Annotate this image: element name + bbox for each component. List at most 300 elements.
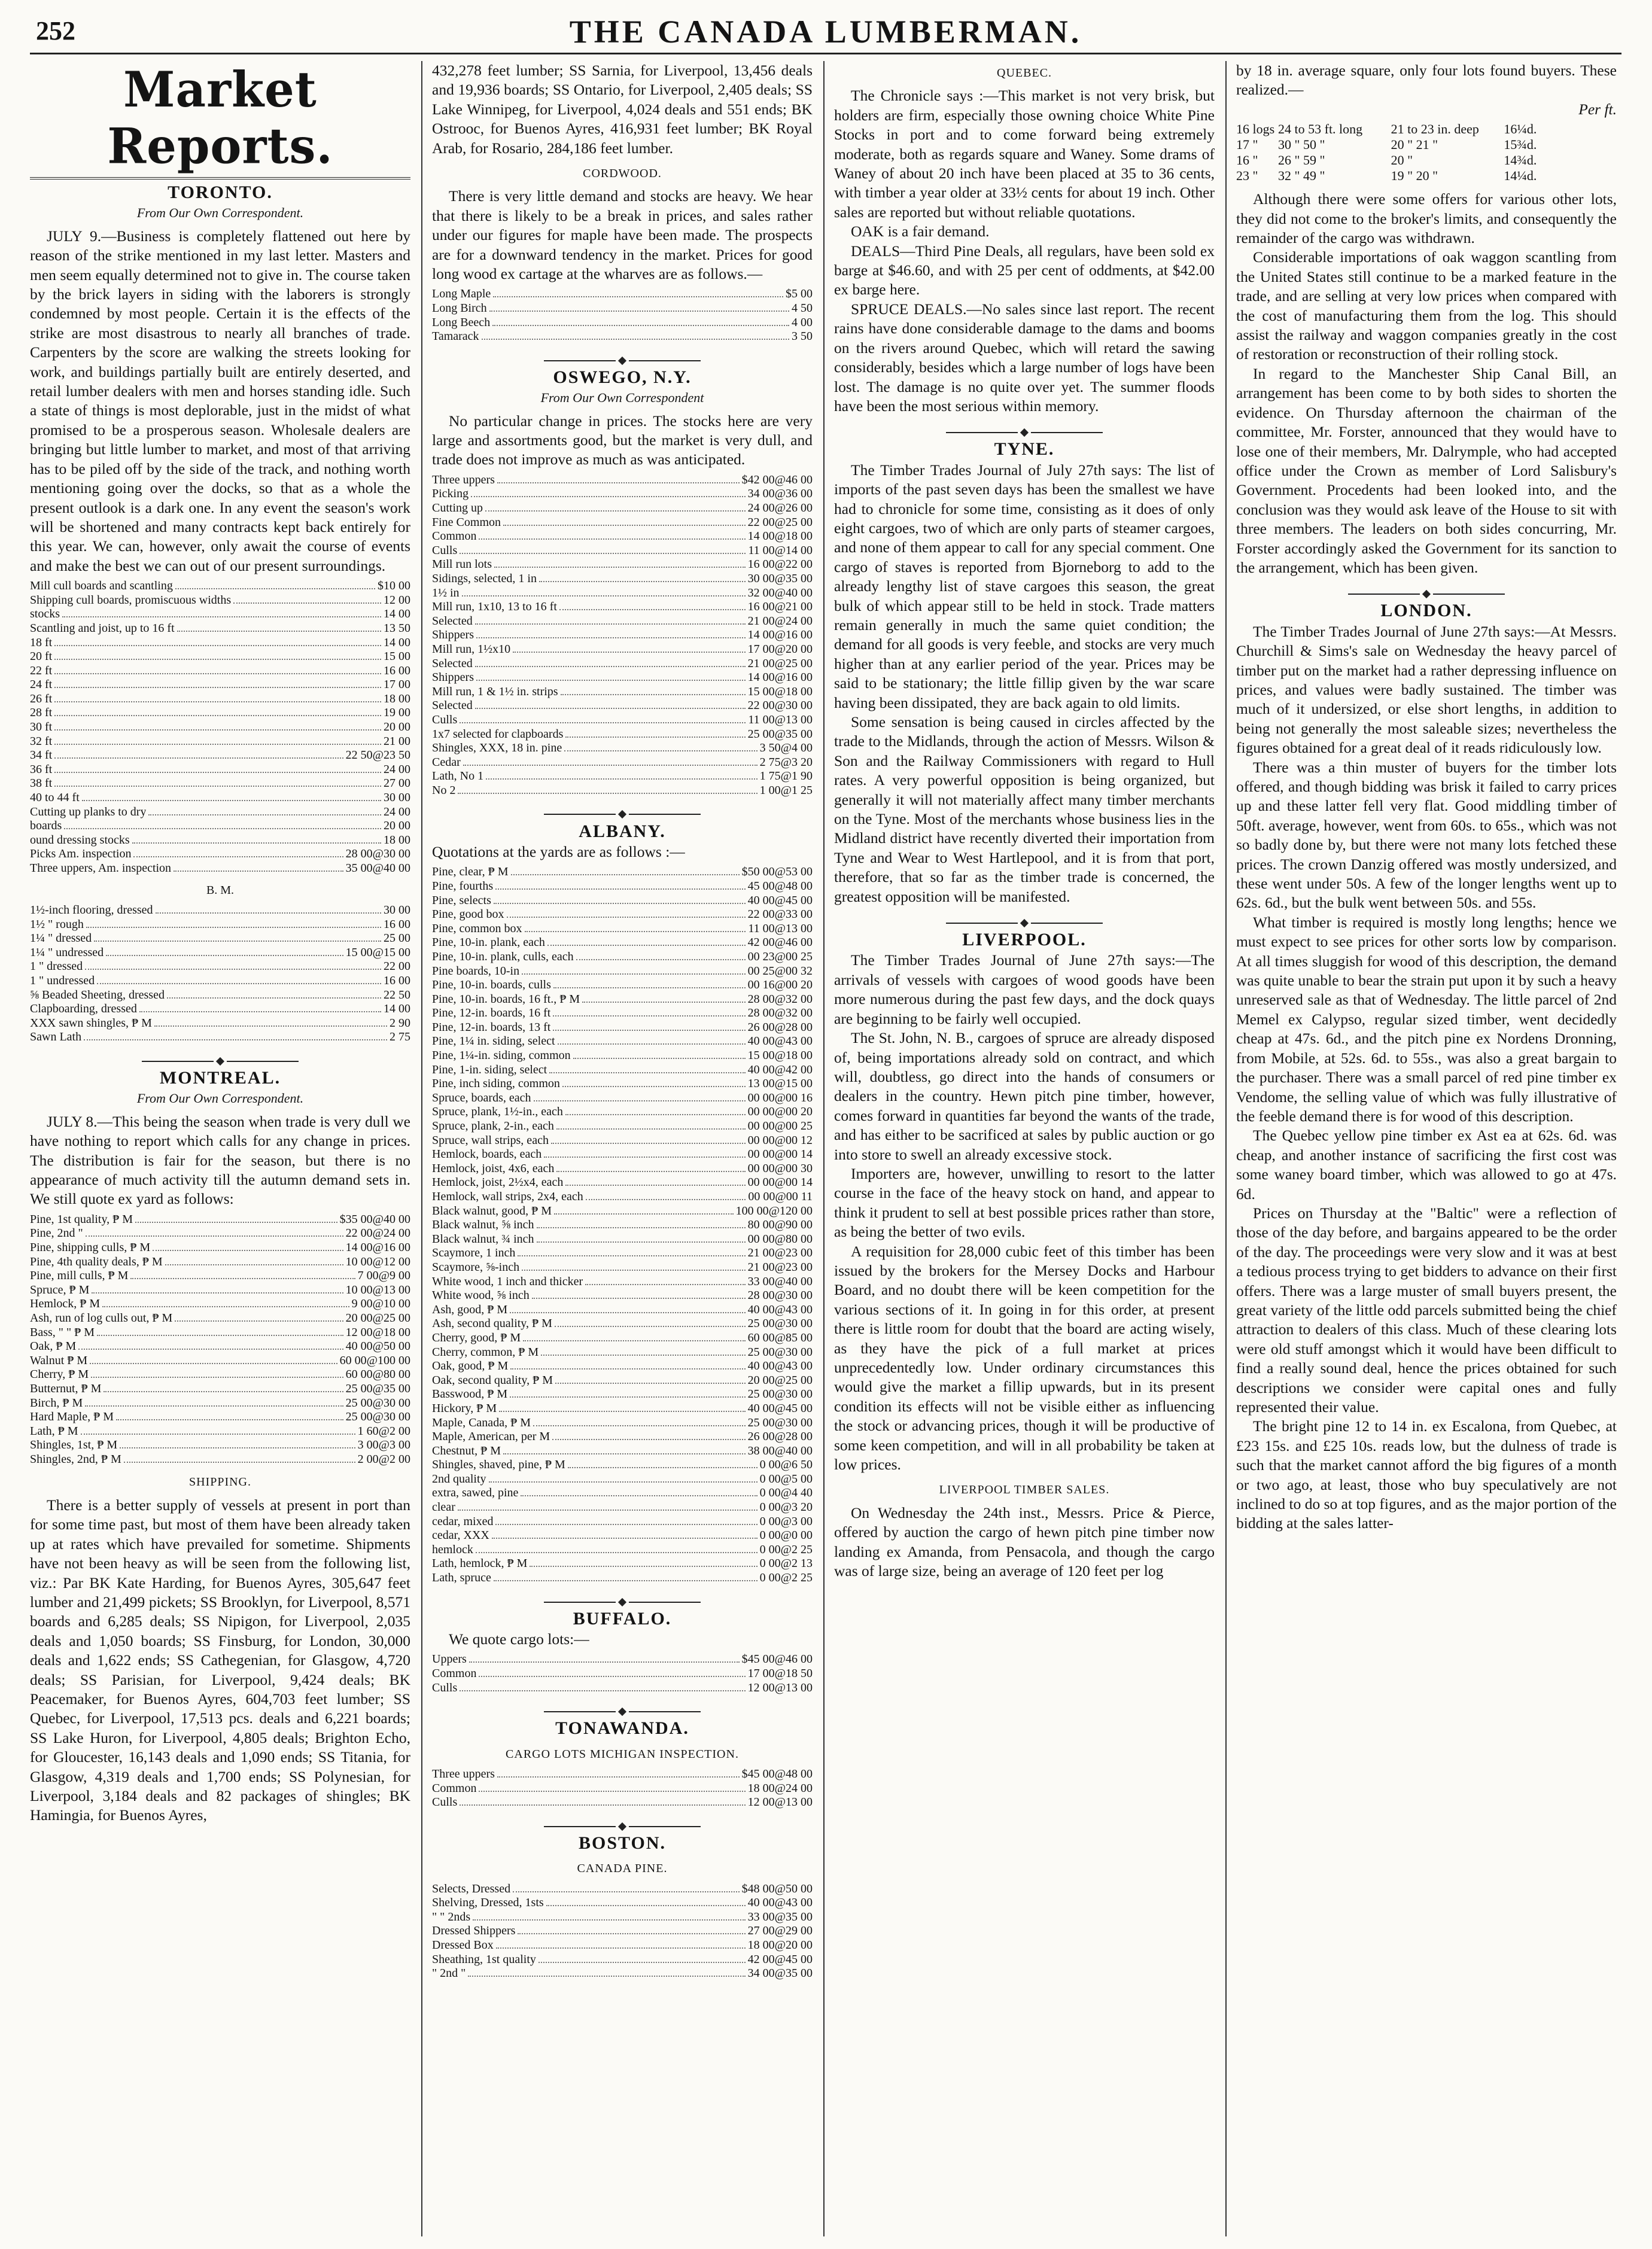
dot-leader (54, 735, 381, 745)
price-item: 18 ft (30, 635, 53, 649)
dot-leader (104, 1383, 343, 1392)
price-row (432, 894, 813, 908)
price-row (30, 1017, 410, 1031)
dot-leader (475, 699, 746, 709)
price-item: 1 " dressed (30, 960, 83, 973)
price-item: Tamarack (432, 330, 479, 343)
dot-leader (485, 502, 746, 512)
article-body: DEALS—Third Pine Deals, all regulars, have been sold ex barge at $46.60, and with 25 per cent of oddments, at $42.00 ex barge here. (834, 242, 1215, 299)
price-value: $45 00@48 00 (741, 1767, 813, 1781)
price-item: Pine, 4th quality deals, ₱ M (30, 1255, 163, 1268)
price-value: 12 00@13 00 (747, 1681, 813, 1694)
price-value: 15 00@15 00 (345, 945, 410, 959)
dot-leader (476, 629, 746, 638)
dot-leader (82, 792, 381, 801)
dot-leader (54, 678, 381, 688)
price-value: 11 00@13 00 (748, 713, 813, 726)
price-item: Three uppers (432, 1767, 495, 1781)
dot-leader (539, 573, 746, 582)
price-row (30, 791, 410, 805)
price-row (432, 516, 813, 530)
dot-leader (513, 643, 745, 653)
ornament-rule (432, 354, 813, 366)
article-body: We quote cargo lots:— (449, 1630, 589, 1648)
price-value: 00 00@00 16 (747, 1091, 813, 1104)
price-item: Hemlock, joist, 2½x4, each (432, 1176, 564, 1189)
price-row (432, 1246, 813, 1261)
price-item: Three uppers (432, 473, 495, 486)
price-row (30, 1368, 410, 1382)
price-item: Pine, good box (432, 908, 504, 921)
price-row (432, 628, 813, 643)
price-item: Clapboarding, dressed (30, 1002, 137, 1016)
price-row (30, 678, 410, 692)
price-item: 38 ft (30, 777, 53, 790)
price-row (432, 1176, 813, 1190)
price-row (432, 993, 813, 1007)
price-row (432, 529, 813, 544)
price-row (30, 1382, 410, 1396)
column-1 (30, 61, 410, 2236)
price-row (30, 1255, 410, 1270)
price-item: Dressed Box (432, 1938, 494, 1952)
price-row (30, 777, 410, 791)
price-row (30, 819, 410, 833)
price-item: Selects, Dressed (432, 1882, 511, 1895)
price-value: 21 00@24 00 (747, 614, 813, 628)
dot-leader (54, 637, 381, 646)
dot-leader (64, 820, 381, 829)
price-value: 25 00@30 00 (747, 1317, 813, 1331)
price-value: 2 75@3 20 (759, 755, 813, 769)
price-value: 18 00@24 00 (747, 1781, 813, 1795)
price-item: extra, sawed, pine (432, 1486, 519, 1500)
price-value: 32 00@40 00 (747, 586, 813, 599)
price-value: 20 00 (384, 819, 410, 833)
price-value: 22 00 (384, 960, 410, 973)
dot-leader (523, 1332, 745, 1341)
price-row (30, 1213, 410, 1227)
dot-leader (510, 1388, 745, 1398)
price-item: White wood, ⅝ inch (432, 1289, 530, 1302)
subheading-liverpool-timber-sales: LIVERPOOL TIMBER SALES. (939, 1483, 1110, 1497)
price-item: 1¼ " undressed (30, 945, 104, 959)
price-row (432, 1515, 813, 1529)
price-value: $50 00@53 00 (741, 865, 813, 879)
price-value: 80 00@90 00 (747, 1218, 813, 1232)
price-value: 60 00@85 00 (747, 1331, 813, 1344)
price-item: 32 ft (30, 734, 53, 748)
price-row (30, 720, 410, 735)
price-value: 21 00@23 00 (747, 1260, 813, 1274)
byline: From Our Own Correspondent. (136, 1091, 304, 1106)
article-body: There is very little demand and stocks are heavy. We hear that there is likely to be a break in prices, and sales rather under our figures for maple have been made. The prospects are for a downward tendency in the market. Prices for good long wood ex cartage at the wharves are as follows.— (432, 187, 813, 283)
price-row (432, 501, 813, 516)
price-item: Three uppers, Am. inspection (30, 862, 172, 875)
price-value: 0 00@3 20 (759, 1501, 813, 1514)
dot-leader (530, 1557, 757, 1567)
dot-leader (90, 1355, 337, 1364)
dot-leader (54, 763, 381, 773)
price-value: 1 75@1 90 (759, 769, 813, 783)
price-row (432, 1924, 813, 1938)
dot-leader (499, 1402, 745, 1412)
price-value: 00 00@80 00 (747, 1232, 813, 1246)
price-value: 2 00@2 00 (357, 1452, 410, 1466)
price-row (432, 769, 813, 784)
masthead-market-reports: Market Reports. (107, 61, 333, 175)
price-row (30, 607, 410, 622)
price-item: Mill run, 1½x10 (432, 643, 511, 656)
ornament-rule (834, 425, 1215, 437)
article-body: In regard to the Manchester Ship Canal Bill, an arrangement has been come to by both sides to shorten the evidence. On Thursday afternoon the chairman of the committee, Mr. Forster, announced that they would have to lose one of their members, Mr. Dalrymple, who had accepted office under the Crown as member of Lord Salisbury's Government. Procedents had been looked into, and the conclusion was they would ask leave of the House to sit with three members. The leaders on both sides concurring, Mr. Forster accordingly asked the Government for its sanction to the arrangement, which has been given. (1236, 364, 1617, 576)
dot-leader (84, 1031, 387, 1040)
dot-leader (460, 544, 746, 554)
price-value: 24 00 (384, 762, 410, 776)
price-value: 20 00 (384, 720, 410, 734)
dot-leader (510, 1360, 745, 1370)
price-item: 40 to 44 ft (30, 791, 80, 805)
dot-leader (518, 1247, 745, 1256)
price-row (432, 1938, 813, 1953)
article-body: No particular change in prices. The stocks here are very large and assortments good, but the market is very dull, and trade does not improve as much as was anticipated. (432, 412, 813, 468)
price-value: 30 00 (384, 903, 410, 917)
price-row (432, 922, 813, 936)
price-item: Mill run, 1 & 1½ in. strips (432, 684, 558, 698)
price-value: 60 00@80 00 (345, 1368, 410, 1381)
price-row (432, 586, 813, 601)
price-value: 30 00@35 00 (747, 572, 813, 586)
dot-leader (562, 1078, 746, 1087)
price-value: 40 00@45 00 (747, 893, 813, 907)
price-item: Oak, second quality, ₱ M (432, 1373, 553, 1387)
price-item: Pine, inch siding, common (432, 1077, 560, 1091)
dot-leader (522, 965, 745, 975)
price-value: $5 00 (786, 287, 813, 301)
price-row (432, 1346, 813, 1360)
price-item: Mill run lots (432, 558, 492, 571)
dot-leader (497, 474, 740, 483)
price-value: 14 00 (384, 635, 410, 649)
price-table-albany (432, 865, 813, 1585)
price-value: 00 00@00 11 (748, 1190, 813, 1203)
price-item: Birch, ₱ M (30, 1396, 83, 1410)
price-item: Pine, 10-in. plank, each (432, 936, 545, 949)
price-row (432, 908, 813, 922)
article-body: SPRUCE DEALS.—No sales since last report. The recent rains have done considerable damage to the dams and booms on the rivers around Quebec, which will retard the sawing considerably, besides which a large number of logs have been lost. The damage is no quite over yet. The summer floods have been the most serious within memory. (834, 300, 1215, 415)
price-item: ound dressing stocks (30, 833, 130, 847)
dot-leader (558, 1035, 746, 1045)
price-item: 1x7 selected for clapboards (432, 727, 564, 741)
price-item: 36 ft (30, 762, 53, 776)
article-body: A requisition for 28,000 cubic feet of this timber has been issued by the brokers for the Mersey Docks and Harbour Board, and no doubt there will be keen competition for the various sections of it. In going in for this order, at present there is little room for doubt that the board are acting wisely, as they have the pick of a full market at prices unprecedentedly low. Under ordinary circumstances this would give the market a fillip upwards, but in its present condition its effects will not be visible either as influencing the stock or advancing prices, though it will be productive of some keen competition, and will in all probability be taken at low prices. (834, 1242, 1215, 1474)
article-body: The Timber Trades Journal of July 27th says: The list of imports of the past seven days has been the smallest we have had to chronicle for some time, consisting as it does of only eight cargoes, two of which are only parts of steamer cargoes, and none of them appear to call for any special comment. One cargo of staves is reported from Bjorneborg to add to the already lengthy list of stave cargoes this season, the great bulk of which appear still to be held in stock. Trade matters remain generally in much the same quiet condition; the demand for all goods is very feeble, and stocks are very much higher than at any earlier period of the year. Prices may be said to be stationary; the little fillip given by the war scare having been dissipated, they are back again to old limits. (834, 461, 1215, 711)
price-value: 20 00@25 00 (747, 1373, 813, 1387)
dot-leader (148, 806, 381, 815)
article-body: The Chronicle says :—This market is not very brisk, but holders are firm, especially those owning choice White Pine Stocks in port and to come forward being extremely moderate, both as regards square and Waney. Some drams of Waney of about 20 inch have been placed at 35 to 36 cents, with timber a year older at 33½ cents for about 19 inch. Other sales are reported but without reliable quotations. (834, 87, 1215, 221)
price-item: Pine, selects (432, 893, 491, 907)
dot-leader (175, 580, 375, 589)
log-sales-table (1236, 121, 1617, 184)
column-rule (1225, 61, 1227, 2236)
price-value: 18 00 (384, 833, 410, 847)
price-value: $48 00@50 00 (741, 1882, 813, 1895)
price-row (432, 1049, 813, 1063)
price-table-boston (432, 1882, 813, 1981)
dot-leader (556, 1120, 746, 1130)
price-row (432, 558, 813, 572)
price-value: 12 00@13 00 (747, 1795, 813, 1809)
price-row (30, 1438, 410, 1453)
price-item: No 2 (432, 783, 456, 797)
dot-leader (494, 1572, 757, 1581)
price-row (432, 1571, 813, 1585)
price-value: 25 00@35 00 (747, 727, 813, 741)
dot-leader (539, 1953, 746, 1963)
price-item: Shingles, 2nd, ₱ M (30, 1452, 121, 1466)
price-value: 2 90 (390, 1016, 410, 1030)
dot-leader (564, 742, 757, 751)
price-item: Pine, 10-in. plank, culls, each (432, 949, 574, 963)
dot-leader (553, 979, 746, 988)
price-row (432, 1119, 813, 1134)
section-heading-liverpool: LIVERPOOL. (962, 930, 1087, 950)
price-item: 22 ft (30, 664, 53, 677)
price-row (432, 614, 813, 629)
price-value: 33 00@40 00 (747, 1274, 813, 1288)
price-row (432, 1557, 813, 1571)
dot-leader (494, 558, 746, 568)
price-value: 00 16@00 20 (747, 978, 813, 992)
price-item: Shingles, shaved, pine, ₱ M (432, 1458, 565, 1472)
ornament-rule (834, 916, 1215, 928)
dot-leader (576, 951, 746, 960)
price-item: 1½ in (432, 586, 460, 599)
price-row (432, 1795, 813, 1810)
journal-title: THE CANADA LUMBERMAN. (569, 14, 1082, 50)
article-body: by 18 in. average square, only four lots found buyers. These realized.— (1236, 62, 1617, 99)
price-value: 1 60@2 00 (357, 1424, 410, 1438)
subheading-shipping: SHIPPING. (188, 1475, 252, 1489)
price-row (432, 1767, 813, 1782)
price-value: 22 00@24 00 (345, 1227, 410, 1240)
dot-leader (559, 601, 746, 610)
price-item: Oak, good, ₱ M (432, 1359, 509, 1373)
dot-leader (469, 1653, 740, 1663)
price-value: 0 00@0 00 (759, 1529, 813, 1542)
price-item: " " 2nds (432, 1910, 471, 1924)
price-row (30, 1030, 410, 1045)
article-body: JULY 9.—Business is completely flattened out here by reason of the strike mentioned in my last letter. Masters and men seem equally determined not to give in. The course taken by the brick layers in siding with the laborers is strongly condemned by most people. Certain it is the effects of the strike are most disastrous to nearly all branches of trade. Carpenters by the score are walking the streets looking for work, and buildings partially built are entirely deserted, and retail lumber dealers with men and horses standing idle. Such a state of things is most deplorable, just in the midst of what promised to be a prosperous season. Wholesale dealers are bringing but little lumber to market, and most of that arriving has to be piled off by the side of the track, and nothing worth mentioning going over the docks, so that as a whole the present outlook is a dark one. In any event the season's work will be shortened and many contracts kept back entirely for this year. We can, however, only await the course of events and make the best we can out of our present surroundings. (30, 227, 410, 574)
price-value: 0 00@4 40 (759, 1486, 813, 1500)
dot-leader (167, 989, 381, 999)
article-body: Although there were some offers for various other lots, they did not come to the broker's limits, and consequently the remainder of the cargo was withdrawn. (1236, 190, 1617, 247)
price-row (30, 579, 410, 594)
dot-leader (120, 1439, 355, 1448)
dot-leader (124, 1453, 355, 1463)
price-row (30, 1410, 410, 1425)
price-value: 40 00@43 00 (747, 1302, 813, 1316)
price-item: 34 ft (30, 748, 53, 762)
price-row (432, 1543, 813, 1557)
price-item: Dressed Shippers (432, 1924, 516, 1938)
dot-leader (518, 1925, 745, 1934)
price-item: Long Maple (432, 287, 491, 301)
table-row: 17 " 30 " 50 " 20 " 21 " 15¾d. (1236, 137, 1537, 153)
page-number: 252 (36, 16, 75, 45)
price-value: 00 25@00 32 (747, 964, 813, 978)
price-item: Pine, 10-in. boards, culls (432, 978, 551, 992)
price-row (432, 1430, 813, 1444)
price-item: Basswood, ₱ M (432, 1387, 508, 1401)
article-body: On Wednesday the 24th inst., Messrs. Price & Pierce, offered by auction the cargo of hewn pitch pine timber now landing ex Amanda, from Pensacola, and though the cargo was of large size, being an average of 120 feet per log (834, 1504, 1215, 1580)
price-item: Shelving, Dressed, 1sts (432, 1896, 544, 1910)
dot-leader (565, 1106, 746, 1115)
dot-leader (582, 993, 745, 1003)
price-item: Hemlock, wall strips, 2x4, each (432, 1190, 583, 1203)
price-row (432, 1148, 813, 1162)
price-item: cedar, mixed (432, 1514, 494, 1528)
price-row (432, 600, 813, 614)
price-value: 0 00@2 25 (759, 1571, 813, 1585)
column-2 (432, 61, 813, 2236)
price-value: 11 00@14 00 (748, 543, 813, 557)
price-value: 14 00@16 00 (747, 628, 813, 642)
dot-leader (493, 288, 783, 297)
dot-leader (458, 1501, 757, 1511)
price-value: 17 00 (384, 678, 410, 692)
dot-leader (462, 587, 746, 597)
price-value: 9 00@10 00 (351, 1297, 410, 1311)
table-caption-bm: B. M. (206, 883, 235, 897)
price-row (432, 1091, 813, 1106)
price-row (432, 1402, 813, 1416)
price-value: 2 75 (390, 1030, 410, 1044)
price-item: Common (432, 1667, 477, 1681)
dot-leader (154, 1017, 387, 1027)
dot-leader (92, 1284, 343, 1294)
price-row (30, 664, 410, 678)
price-item: Spruce, ₱ M (30, 1283, 90, 1297)
price-value: 42 00@46 00 (747, 936, 813, 949)
dot-leader (54, 665, 381, 674)
price-row (432, 287, 813, 302)
price-row (30, 622, 410, 636)
price-item: Mill run, 1x10, 13 to 16 ft (432, 600, 557, 614)
price-value: 22 00@25 00 (747, 515, 813, 529)
price-value: 35 00@40 00 (345, 862, 410, 875)
price-row (30, 594, 410, 608)
section-heading-montreal: MONTREAL. (159, 1067, 281, 1088)
price-row (30, 1241, 410, 1255)
newspaper-page (30, 12, 1621, 2238)
dot-leader (133, 848, 343, 857)
article-body: 432,278 feet lumber; SS Sarnia, for Liverpool, 13,456 deals and 19,936 boards; SS Ontario, for Liverpool, 2,405 deals; SS Lake Winnipeg, for Liverpool, 4,024 deals and 551 ends; BK Ostrooc, for Buenos Ayres, 416,931 feet lumber; BK Royal Arab, for Rosario, 284,186 feet lumber. (432, 62, 813, 157)
price-item: Ash, run of log culls out, ₱ M (30, 1311, 173, 1325)
price-item: 30 ft (30, 720, 53, 734)
price-table-cordwood (432, 287, 813, 343)
article-body: Some sensation is being caused in circles affected by the trade to the Midlands, through the action of Messrs. Wilson & Son and the Railway Commissioners with regard to Hull rates. A very powerful opposition is being organized, but generally it will not materially affect many timber merchants on the Tyne. Most of the merchants whose business lies in the Midland district have recently diverted their importation from Tyne and Wear to West Hartlepool, and it is from that port, therefore, that so far as the timber trade is concerned, the greatest opposition will be manifested. (834, 713, 1215, 905)
price-value: 27 00@29 00 (747, 1924, 813, 1938)
dot-leader (102, 1298, 349, 1307)
price-value: $10 00 (378, 579, 410, 593)
price-item: Lath, No 1 (432, 769, 484, 783)
price-row (432, 1501, 813, 1515)
ornament-rule (30, 1054, 410, 1066)
dot-leader (495, 1515, 757, 1525)
price-row (432, 302, 813, 316)
price-value: 16 00 (384, 973, 410, 987)
dot-leader (175, 1312, 343, 1322)
price-value: 15 00@18 00 (747, 1049, 813, 1063)
dot-leader (91, 1368, 343, 1378)
dot-leader (130, 1270, 355, 1279)
price-item: Cherry, ₱ M (30, 1368, 89, 1381)
price-value: 15 00@18 00 (747, 684, 813, 698)
price-value: 30 00 (384, 791, 410, 805)
price-row (432, 1190, 813, 1204)
dot-leader (62, 608, 381, 617)
price-row (432, 741, 813, 756)
price-value: 00 00@00 30 (747, 1161, 813, 1175)
dot-leader (463, 756, 757, 766)
dot-leader (165, 1256, 343, 1265)
price-item: 28 ft (30, 706, 53, 720)
dot-leader (555, 1374, 746, 1384)
ornament-rule (432, 1705, 813, 1717)
price-row (30, 636, 410, 650)
price-item: Pine, 1¼ in. siding, select (432, 1034, 555, 1048)
price-item: Scantling and joist, up to 16 ft (30, 621, 175, 635)
price-item: Black walnut, good, ₱ M (432, 1204, 552, 1218)
price-item: Shingles, 1st, ₱ M (30, 1438, 118, 1452)
dot-leader (541, 1346, 745, 1356)
dot-leader (495, 880, 745, 890)
table-row: 23 " 32 " 49 " 19 " 20 " 14¼d. (1236, 168, 1537, 184)
price-item: Spruce, wall strips, each (432, 1133, 549, 1147)
price-value: 3 50 (792, 330, 813, 343)
price-value: 40 00@43 00 (747, 1896, 813, 1910)
price-row (432, 1882, 813, 1897)
article-body: The bright pine 12 to 14 in. ex Escalona, from Quebec, at £23 15s. and £25 10s. reads low, but the dulness of trade is such that the market cannot afford the big figures of a month or two ago, at least, those who buy speculatively are not inclined to do so at top figures, and as the major portion of the bidding at the sales latter- (1236, 1417, 1617, 1532)
dot-leader (549, 1064, 745, 1073)
dot-leader (54, 693, 381, 702)
price-item: 1 " undressed (30, 973, 95, 987)
price-item: cedar, XXX (432, 1529, 489, 1542)
price-row (432, 473, 813, 488)
price-value: 16 00 (384, 917, 410, 931)
article-body: The Timber Trades Journal of June 27th says:—At Messrs. Churchill & Sims's sale on Wednesday the heavy parcel of timber put on the market had a rather depressing influence on prices, and values were badly sustained. The timber was much of it undersized, or else short lengths, in addition to being not generally the most saleable sizes; nevertheless the figures obtained for a great deal of it reads ridiculously low. (1236, 622, 1617, 757)
dot-leader (94, 932, 381, 942)
dot-leader (476, 671, 746, 681)
price-value: 27 00 (384, 777, 410, 790)
price-value: 17 00@20 00 (747, 643, 813, 656)
dot-leader (471, 488, 745, 497)
price-item: Lath, spruce (432, 1571, 491, 1585)
price-item: Shippers (432, 671, 474, 684)
dot-leader (78, 1340, 343, 1350)
article-body: Prices on Thursday at the "Baltic" were a reflection of those of the day before, and bargains appeared to be the order of the day. The proceedings were very slow and it was at best a tedious process trying to get bidders to advance on their first offers. There was a large muster of small buyers present, the great variety of the little odd parcels submitted being the chief attraction to dealers of this class. Much of these clearing lots were old stuff amongst which it would have been difficult to find a really sound deal, hence the prices obtained for such descriptions we consider were capital ones and fully represented their value. (1236, 1204, 1617, 1416)
price-value: 0 00@3 00 (759, 1514, 813, 1528)
dot-leader (177, 622, 381, 632)
price-item: Fine Common (432, 515, 501, 529)
price-value: 40 00@45 00 (747, 1401, 813, 1415)
price-value: 14 00 (384, 1002, 410, 1016)
price-item: XXX sawn shingles, ₱ M (30, 1016, 152, 1030)
price-row (432, 1134, 813, 1148)
price-value: 28 00@32 00 (747, 1006, 813, 1020)
price-item: Ash, good, ₱ M (432, 1302, 508, 1316)
